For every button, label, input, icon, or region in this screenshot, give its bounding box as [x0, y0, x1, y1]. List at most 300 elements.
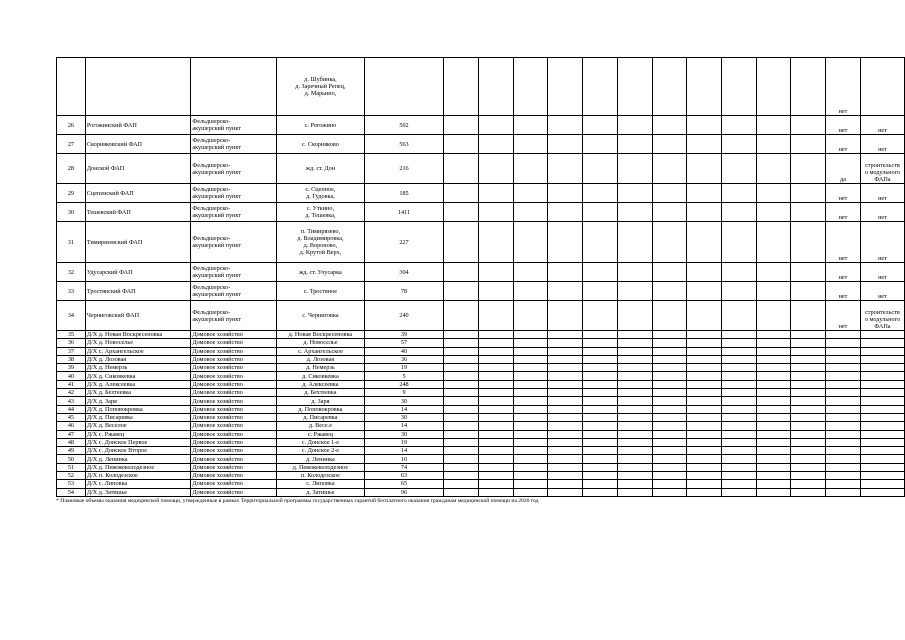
population: 185: [364, 184, 443, 203]
empty-cell: [548, 347, 583, 355]
settlements: д. Бехтеевка: [277, 389, 365, 397]
empty-cell: [478, 389, 513, 397]
plan-note: [860, 263, 904, 282]
empty-cell: [513, 488, 548, 496]
empty-cell: [826, 389, 861, 397]
settlements: д. Певежеколодезное: [277, 463, 365, 471]
empty-cell: [617, 380, 652, 388]
row-number: 31: [57, 222, 86, 263]
empty-cell: [444, 463, 479, 471]
empty-cell: [756, 405, 791, 413]
population: 227: [364, 222, 443, 263]
row-number: 29: [57, 184, 86, 203]
facility-type: Домовое хозяйство: [191, 488, 277, 496]
row-number: 52: [57, 472, 86, 480]
empty-cell: [617, 331, 652, 339]
row-number: 47: [57, 430, 86, 438]
empty-cell: [444, 301, 479, 331]
empty-cell: [617, 203, 652, 222]
empty-cell: [548, 447, 583, 455]
population: 14: [364, 422, 443, 430]
empty-cell: [826, 339, 861, 347]
empty-cell: [478, 438, 513, 446]
facility-name: Черниговский ФАП: [85, 301, 191, 331]
facility-type: Домовое хозяйство: [191, 372, 277, 380]
empty-cell: [513, 389, 548, 397]
cell-line: Фельдшерско-: [192, 118, 231, 125]
empty-cell: [756, 203, 791, 222]
cell-line: жд. ст. Улусарка: [299, 268, 342, 276]
empty-cell: [860, 347, 904, 355]
empty-cell: [791, 58, 826, 116]
empty-cell: [687, 438, 722, 446]
facility-name: Д/Х д. Немерзь: [85, 364, 191, 372]
empty-cell: [444, 203, 479, 222]
cell-line: акушерский пункт: [192, 212, 241, 219]
facility-name: Рогожинский ФАП: [85, 116, 191, 135]
facility-type: Домовое хозяйство: [191, 347, 277, 355]
facility-name: Д/Х п. Колодезское: [85, 472, 191, 480]
empty-cell: [721, 58, 756, 116]
empty-cell: [826, 405, 861, 413]
empty-cell: [444, 339, 479, 347]
presence-flag: нет: [826, 301, 861, 331]
population: 30: [364, 397, 443, 405]
empty-cell: [652, 184, 687, 203]
empty-cell: [721, 413, 756, 421]
empty-cell: [652, 405, 687, 413]
population: 39: [364, 331, 443, 339]
empty-cell: [444, 58, 479, 116]
empty-cell: [687, 339, 722, 347]
empty-cell: [444, 480, 479, 488]
empty-cell: [617, 116, 652, 135]
row-number: 34: [57, 301, 86, 331]
empty-cell: [721, 347, 756, 355]
empty-cell: [721, 364, 756, 372]
empty-cell: [687, 282, 722, 301]
row-number: 53: [57, 480, 86, 488]
empty-cell: [791, 184, 826, 203]
empty-cell: [444, 116, 479, 135]
empty-cell: [583, 116, 618, 135]
empty-cell: [652, 282, 687, 301]
empty-cell: [756, 455, 791, 463]
table-row: [57, 397, 905, 405]
empty-cell: [444, 472, 479, 480]
empty-cell: [617, 438, 652, 446]
empty-cell: [652, 455, 687, 463]
table-row: [57, 455, 905, 463]
empty-cell: [860, 463, 904, 471]
empty-cell: [548, 263, 583, 282]
empty-cell: [548, 116, 583, 135]
empty-cell: [791, 355, 826, 363]
cell-line: п. Тимирязево,: [300, 228, 341, 235]
empty-cell: [687, 422, 722, 430]
settlements: с. Донское 1-е: [277, 438, 365, 446]
empty-cell: [756, 184, 791, 203]
empty-cell: [617, 58, 652, 116]
empty-cell: [721, 447, 756, 455]
empty-cell: [513, 463, 548, 471]
empty-cell: [548, 222, 583, 263]
empty-cell: [756, 430, 791, 438]
table-row: [57, 389, 905, 397]
empty-cell: [583, 389, 618, 397]
row-number: 33: [57, 282, 86, 301]
empty-cell: [548, 488, 583, 496]
empty-cell: [756, 339, 791, 347]
empty-cell: [444, 405, 479, 413]
empty-cell: [756, 135, 791, 154]
empty-cell: [444, 372, 479, 380]
empty-cell: [791, 422, 826, 430]
empty-cell: [687, 430, 722, 438]
empty-cell: [444, 389, 479, 397]
empty-cell: [583, 430, 618, 438]
empty-cell: [652, 413, 687, 421]
settlements: [277, 282, 365, 301]
empty-cell: [721, 488, 756, 496]
empty-cell: [860, 397, 904, 405]
empty-cell: [548, 455, 583, 463]
empty-cell: [756, 389, 791, 397]
settlements: [277, 58, 365, 116]
empty-cell: [444, 413, 479, 421]
document-page: [56, 57, 905, 504]
row-number: 50: [57, 455, 86, 463]
population: 14: [364, 405, 443, 413]
table-row: [57, 331, 905, 339]
empty-cell: [513, 331, 548, 339]
plan-note: [860, 116, 904, 135]
empty-cell: [721, 480, 756, 488]
table-row: [57, 154, 905, 184]
empty-cell: [617, 389, 652, 397]
empty-cell: [548, 203, 583, 222]
presence-flag: нет: [826, 282, 861, 301]
plan-note: [860, 184, 904, 203]
empty-cell: [478, 58, 513, 116]
empty-cell: [687, 58, 722, 116]
empty-cell: [687, 455, 722, 463]
empty-cell: [791, 463, 826, 471]
empty-cell: [548, 438, 583, 446]
empty-cell: [617, 282, 652, 301]
empty-cell: [721, 389, 756, 397]
table-row: [57, 347, 905, 355]
empty-cell: [860, 422, 904, 430]
empty-cell: [478, 339, 513, 347]
empty-cell: [617, 135, 652, 154]
facility-name: Д/Х с. Архангельское: [85, 347, 191, 355]
empty-cell: [513, 282, 548, 301]
empty-cell: [652, 480, 687, 488]
empty-cell: [478, 405, 513, 413]
row-number: 49: [57, 447, 86, 455]
empty-cell: [652, 364, 687, 372]
table-row: [57, 184, 905, 203]
empty-cell: [617, 397, 652, 405]
empty-cell: [721, 154, 756, 184]
empty-cell: [583, 347, 618, 355]
empty-cell: [548, 355, 583, 363]
empty-cell: [513, 116, 548, 135]
empty-cell: [721, 463, 756, 471]
empty-cell: [756, 438, 791, 446]
settlements: с. Донское 2-е: [277, 447, 365, 455]
population: 74: [364, 463, 443, 471]
empty-cell: [860, 405, 904, 413]
cell-line: с. Сцепное,: [305, 186, 336, 193]
table-row: [57, 339, 905, 347]
empty-cell: [513, 422, 548, 430]
cell-line: нет: [878, 127, 887, 134]
empty-cell: [617, 372, 652, 380]
empty-cell: [687, 447, 722, 455]
facility-name: Д/Х с. Донское Второе: [85, 447, 191, 455]
cell-line: д. Тешевка,: [305, 212, 336, 219]
empty-cell: [617, 447, 652, 455]
facility-type: [191, 282, 277, 301]
empty-cell: [617, 405, 652, 413]
settlements: с. Архангельское: [277, 347, 365, 355]
empty-cell: [444, 135, 479, 154]
empty-cell: [687, 480, 722, 488]
empty-cell: [687, 372, 722, 380]
row-number: 54: [57, 488, 86, 496]
settlements: д. Писаревка: [277, 413, 365, 421]
empty-cell: [860, 447, 904, 455]
empty-cell: [548, 184, 583, 203]
cell-line: Фельдшерско-: [192, 186, 231, 193]
cell-line: нет: [878, 214, 887, 221]
empty-cell: [513, 380, 548, 388]
facility-type: [191, 184, 277, 203]
empty-cell: [687, 355, 722, 363]
empty-cell: [513, 430, 548, 438]
facility-name: Тешевский ФАП: [85, 203, 191, 222]
empty-cell: [617, 184, 652, 203]
empty-cell: [756, 331, 791, 339]
empty-cell: [756, 154, 791, 184]
table-row: [57, 438, 905, 446]
settlements: [277, 116, 365, 135]
empty-cell: [756, 397, 791, 405]
facility-name: Д/Х д. Певежеколодезное: [85, 463, 191, 471]
facility-type: Домовое хозяйство: [191, 389, 277, 397]
empty-cell: [826, 397, 861, 405]
empty-cell: [652, 447, 687, 455]
empty-cell: [513, 405, 548, 413]
empty-cell: [826, 347, 861, 355]
empty-cell: [652, 331, 687, 339]
empty-cell: [478, 463, 513, 471]
row-number: 41: [57, 380, 86, 388]
table-row: [57, 463, 905, 471]
presence-flag: нет: [826, 58, 861, 116]
facility-type: Домовое хозяйство: [191, 447, 277, 455]
empty-cell: [826, 472, 861, 480]
empty-cell: [617, 472, 652, 480]
empty-cell: [652, 355, 687, 363]
empty-cell: [860, 430, 904, 438]
plan-note: [860, 58, 904, 116]
empty-cell: [513, 263, 548, 282]
empty-cell: [791, 413, 826, 421]
facility-type: Домовое хозяйство: [191, 422, 277, 430]
empty-cell: [478, 447, 513, 455]
empty-cell: [756, 413, 791, 421]
empty-cell: [687, 222, 722, 263]
empty-cell: [791, 116, 826, 135]
population: 40: [364, 347, 443, 355]
row-number: 46: [57, 422, 86, 430]
empty-cell: [583, 372, 618, 380]
cell-line: о модульного: [864, 316, 901, 323]
facility-type: Домовое хозяйство: [191, 480, 277, 488]
table-row: [57, 480, 905, 488]
empty-cell: [444, 347, 479, 355]
empty-cell: [583, 263, 618, 282]
plan-note: [860, 282, 904, 301]
empty-cell: [548, 331, 583, 339]
empty-cell: [791, 301, 826, 331]
cell-line: д. Заречный Репец,: [295, 83, 346, 90]
population: 304: [364, 263, 443, 282]
row-number: 45: [57, 413, 86, 421]
empty-cell: [791, 430, 826, 438]
empty-cell: [548, 339, 583, 347]
empty-cell: [548, 405, 583, 413]
settlements: д. Новоселье: [277, 339, 365, 347]
empty-cell: [548, 135, 583, 154]
empty-cell: [617, 222, 652, 263]
empty-cell: [721, 430, 756, 438]
cell-line: акушерский пункт: [192, 272, 241, 279]
settlements: [277, 154, 365, 184]
empty-cell: [617, 422, 652, 430]
facility-type: [191, 116, 277, 135]
population: 30: [364, 430, 443, 438]
empty-cell: [617, 355, 652, 363]
facility-name: Д/Х д. Алексеевка: [85, 380, 191, 388]
presence-flag: нет: [826, 116, 861, 135]
empty-cell: [687, 263, 722, 282]
empty-cell: [756, 480, 791, 488]
empty-cell: [444, 447, 479, 455]
empty-cell: [478, 472, 513, 480]
empty-cell: [583, 447, 618, 455]
empty-cell: [444, 422, 479, 430]
empty-cell: [583, 480, 618, 488]
cell-line: нет: [878, 146, 887, 153]
empty-cell: [583, 331, 618, 339]
plan-note: [860, 154, 904, 184]
settlements: д. Поповокровка: [277, 405, 365, 413]
empty-cell: [513, 184, 548, 203]
empty-cell: [687, 405, 722, 413]
empty-cell: [721, 116, 756, 135]
empty-cell: [860, 355, 904, 363]
empty-cell: [652, 222, 687, 263]
empty-cell: [513, 472, 548, 480]
empty-cell: [583, 463, 618, 471]
empty-cell: [617, 154, 652, 184]
settlements: д. Немерзь: [277, 364, 365, 372]
empty-cell: [756, 422, 791, 430]
table-row: [57, 301, 905, 331]
facility-name: Д/Х д. Бехтеевка: [85, 389, 191, 397]
empty-cell: [860, 364, 904, 372]
empty-cell: [513, 447, 548, 455]
table-row: [57, 447, 905, 455]
empty-cell: [444, 154, 479, 184]
table-row: [57, 413, 905, 421]
empty-cell: [860, 438, 904, 446]
settlements: д. Затишье: [277, 488, 365, 496]
empty-cell: [583, 282, 618, 301]
row-number: 36: [57, 339, 86, 347]
empty-cell: [721, 422, 756, 430]
cell-line: нет: [878, 274, 887, 281]
empty-cell: [583, 380, 618, 388]
table-row: [57, 372, 905, 380]
table-row: [57, 488, 905, 496]
population: 563: [364, 135, 443, 154]
facility-type: [191, 135, 277, 154]
population: 248: [364, 380, 443, 388]
empty-cell: [721, 472, 756, 480]
footnote: * Плановые объемы оказания медицинской помощи, утвержденные в рамках Территориальной программы государственных гарантий бесплатного оказания гражданам медицинской помощи на 2020 год: [56, 497, 539, 504]
empty-cell: [756, 447, 791, 455]
empty-cell: [548, 397, 583, 405]
population: 14: [364, 447, 443, 455]
empty-cell: [652, 472, 687, 480]
empty-cell: [652, 339, 687, 347]
empty-cell: [548, 364, 583, 372]
empty-cell: [687, 301, 722, 331]
empty-cell: [513, 372, 548, 380]
cell-line: нет: [878, 195, 887, 202]
empty-cell: [478, 422, 513, 430]
empty-cell: [687, 203, 722, 222]
cell-line: Фельдшерско-: [192, 284, 231, 291]
row-number: 32: [57, 263, 86, 282]
cell-line: Фельдшерско-: [192, 235, 231, 242]
empty-cell: [791, 480, 826, 488]
empty-cell: [652, 301, 687, 331]
empty-cell: [826, 372, 861, 380]
empty-cell: [652, 116, 687, 135]
cell-line: Фельдшерско-: [192, 161, 231, 169]
empty-cell: [513, 397, 548, 405]
population: 19: [364, 364, 443, 372]
empty-cell: [756, 222, 791, 263]
facility-name: Д/Х д. Ленинка: [85, 455, 191, 463]
empty-cell: [826, 422, 861, 430]
empty-cell: [513, 413, 548, 421]
table-row: [57, 263, 905, 282]
empty-cell: [687, 397, 722, 405]
facility-name: Д/Х с. Ржавец: [85, 430, 191, 438]
population: 78: [364, 282, 443, 301]
empty-cell: [617, 263, 652, 282]
empty-cell: [652, 389, 687, 397]
empty-cell: [617, 480, 652, 488]
empty-cell: [513, 203, 548, 222]
